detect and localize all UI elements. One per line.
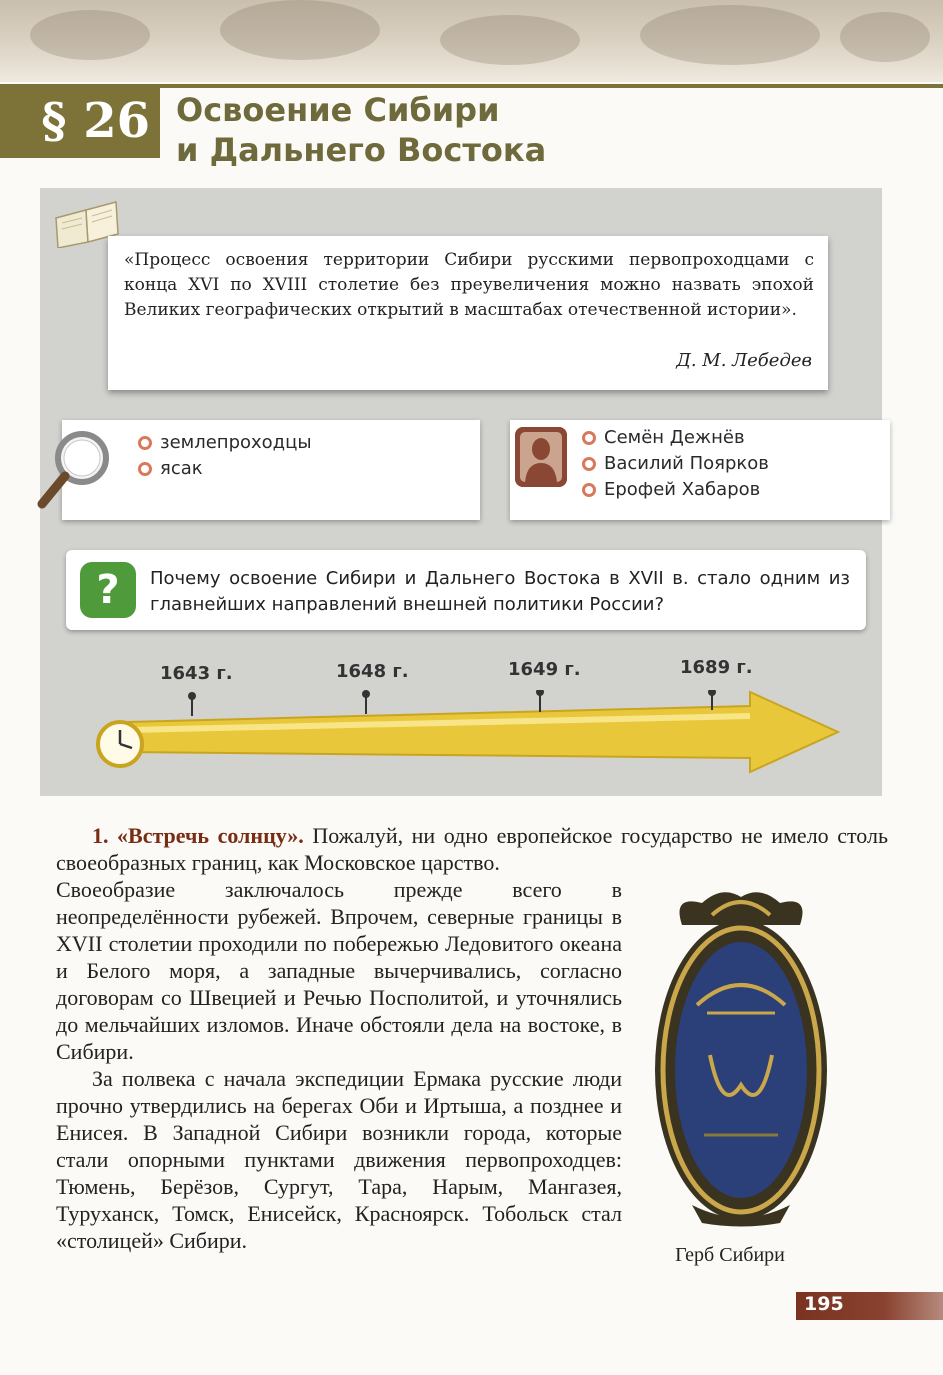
timeline-arrow xyxy=(126,692,838,772)
bullet-icon xyxy=(582,431,596,445)
timeline-year-1649: 1649 г. xyxy=(508,659,581,680)
list-item: Василий Поярков xyxy=(582,451,769,477)
timeline-marker xyxy=(536,690,544,712)
timeline xyxy=(60,690,850,782)
section-subheading: 1. «Встречь солнцу». xyxy=(92,823,304,848)
title-rule xyxy=(160,84,943,88)
title-line-2: и Дальнего Востока xyxy=(176,131,547,169)
page-title xyxy=(176,90,776,170)
question-text: Почему освоение Сибири и Дальнего Востока в XVII в. стало одним из главнейших направлений внешней политики России? xyxy=(150,568,850,615)
bullet-icon xyxy=(138,462,152,476)
list-item: Ерофей Хабаров xyxy=(582,477,769,503)
magnifier-icon xyxy=(34,424,116,516)
question-mark-icon: ? xyxy=(80,562,136,618)
paragraph-2: За полвека с начала экспедиции Ермака русские люди прочно утвердились на берегах Оби и Иртыша, а позднее и Енисея. В Западной Сибири возникли города, которые стали опорными пунктами движения первопроходцев: Тюмень, Берёзов, Сургут, Тара, Нарым, Мангазея, Туруханск, Томск, Енисейск, Красноярск. Тобольск стал «столицей» Сибири. xyxy=(56,1066,622,1253)
page-number: 195 xyxy=(804,1293,844,1315)
timeline-year-1648: 1648 г. xyxy=(336,661,409,682)
paragraph-1-intro xyxy=(56,822,888,876)
paragraph-text: Пожалуй, ни одно европейское государство не имело столь своеобразных границ, как Московское царство. xyxy=(56,823,889,875)
coat-of-arms-of-siberia-image xyxy=(652,885,830,1230)
bullet-icon xyxy=(582,457,596,471)
paragraph-1-continued: Своеобразие заключалось прежде всего в неопределённости рубежей. Впрочем, северные границы в XVII столетии проходили по побережью Ледовитого океана и Белого моря, а западные вычерчивались, согласно договорам со Швецией и Речью Посполитой, и уточнялись до мельчайших изломов. Иначе обстояли дела на востоке, в Сибири. xyxy=(56,877,622,1064)
key-terms-list xyxy=(138,430,312,482)
timeline-year-1689: 1689 г. xyxy=(680,657,753,678)
quote-text: «Процесс освоения территории Сибири русскими первопроходцами с конца XVI по XVIII столетие без преувеличения можно назвать эпохой Великих географических открытий в масштабах отечественной истории». xyxy=(124,250,814,320)
list-item: Семён Дежнёв xyxy=(582,425,769,451)
list-item: землепроходцы xyxy=(138,430,312,456)
key-people-list xyxy=(582,425,769,503)
bullet-icon xyxy=(582,483,596,497)
section-number-badge: § 26 xyxy=(0,84,160,158)
clock-icon xyxy=(98,722,142,766)
bullet-icon xyxy=(138,436,152,450)
decorative-header-band xyxy=(0,0,943,82)
timeline-year-1643: 1643 г. xyxy=(160,663,233,684)
title-line-1: Освоение Сибири xyxy=(176,91,500,129)
figure-caption: Герб Сибири xyxy=(675,1244,785,1266)
timeline-marker xyxy=(188,692,196,716)
person-silhouette-icon xyxy=(515,427,567,487)
quote-author: Д. М. Лебедев xyxy=(676,350,812,371)
timeline-marker xyxy=(362,690,370,714)
list-item: ясак xyxy=(138,456,312,482)
